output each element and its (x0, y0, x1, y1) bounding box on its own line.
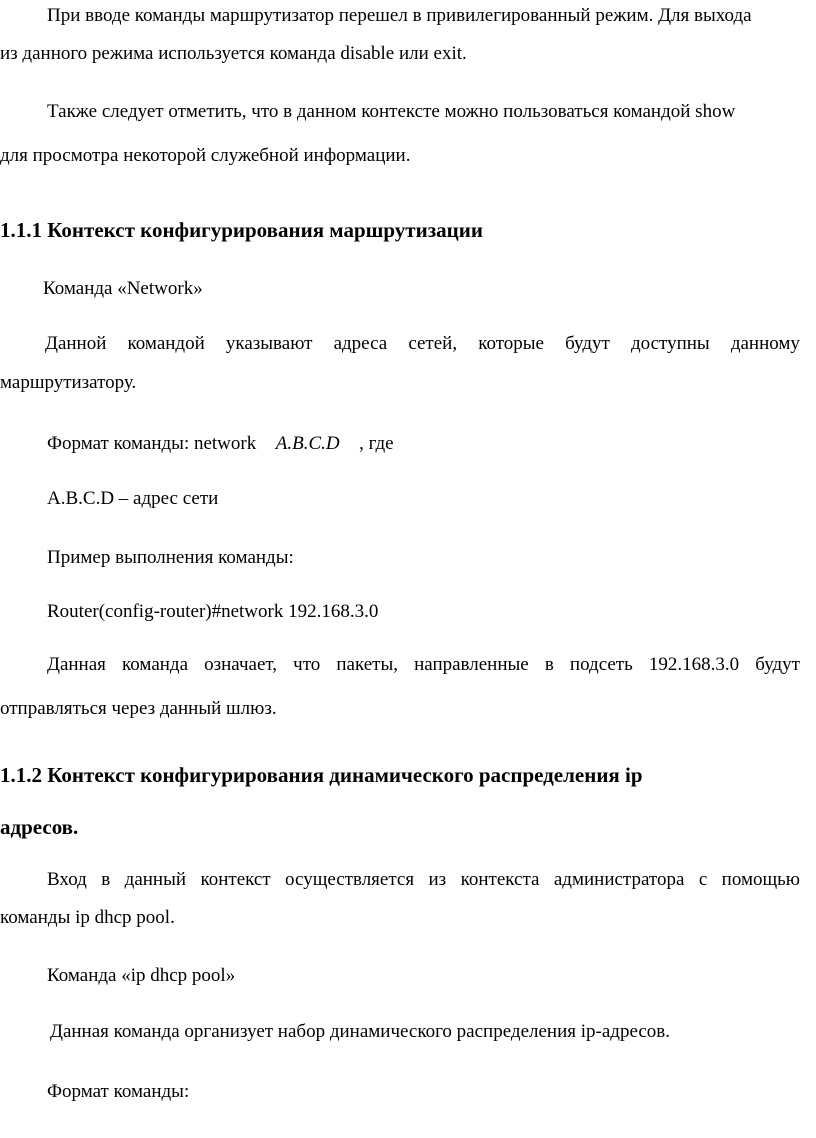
paragraph-dhcp-entry-line-2: команды ip dhcp pool. (0, 907, 175, 928)
word: которые (478, 333, 544, 354)
paragraph-dhcp-pool-description: Данная команда организует набор динамического распределения ip-адресов. (50, 1021, 671, 1042)
word: подсеть (569, 654, 633, 675)
word: будут (565, 333, 610, 354)
word: осуществляется (285, 869, 415, 890)
paragraph-privileged-mode-line-1: При вводе команды маршрутизатор перешел в привилегированный режим. Для выхода (47, 5, 752, 26)
word: сетей, (408, 333, 458, 354)
paragraph-example-explained-line-1 (47, 653, 800, 677)
example-command: Router(config-router)#network 192.168.3.0 (47, 601, 379, 622)
word: в (544, 654, 554, 675)
abcd-definition: A.B.C.D – адрес сети (47, 488, 219, 509)
word: означает, (204, 654, 278, 675)
word: Вход (47, 869, 87, 890)
word: указывают (225, 333, 313, 354)
section-heading-dhcp-context-line-1: 1.1.2 Контекст конфигурирования динамического распределения ip (0, 763, 643, 787)
word: данному (730, 333, 800, 354)
word: администратора (553, 869, 685, 890)
word: направленные (414, 654, 529, 675)
word: Данная (47, 654, 106, 675)
dhcp-format-label: Формат команды: (47, 1081, 190, 1102)
word: помощью (721, 869, 800, 890)
format-prefix: Формат команды: network (47, 433, 257, 454)
paragraph-show-command-line-1: Также следует отметить, что в данном контексте можно пользоваться командой show (47, 101, 736, 122)
paragraph-network-line-2: маршрутизатору. (0, 372, 137, 393)
word: будут (755, 654, 800, 675)
word: команда (122, 654, 189, 675)
word: контекста (460, 869, 540, 890)
network-command-title: Команда «Network» (43, 278, 203, 299)
word: доступны (630, 333, 710, 354)
word: данный (124, 869, 187, 890)
word: 192.168.3.0 (648, 654, 740, 675)
word: пакеты, (336, 654, 398, 675)
word: в (101, 869, 111, 890)
format-argument: A.B.C.D (275, 433, 340, 454)
word: что (293, 654, 321, 675)
dhcp-command-title: Команда «ip dhcp pool» (47, 965, 236, 986)
paragraph-privileged-mode-line-2: из данного режима используется команда disable или exit. (0, 43, 467, 64)
paragraph-show-command-line-2: для просмотра некоторой служебной информации. (0, 145, 411, 166)
section-heading-dhcp-context-line-2: адресов. (0, 815, 79, 839)
format-suffix: , где (359, 433, 394, 454)
paragraph-network-line-1 (45, 332, 800, 356)
word: Данной (45, 333, 107, 354)
word: контекст (200, 869, 271, 890)
paragraph-dhcp-entry-line-1 (47, 868, 800, 892)
paragraph-example-explained-line-2: отправляться через данный шлюз. (0, 698, 277, 719)
example-title: Пример выполнения команды: (47, 547, 294, 568)
network-format-line (47, 432, 394, 456)
word: адреса (333, 333, 388, 354)
word: из (428, 869, 447, 890)
section-heading-routing-context: 1.1.1 Контекст конфигурирования маршрутизации (0, 218, 483, 242)
word: командой (127, 333, 205, 354)
word: с (698, 869, 708, 890)
